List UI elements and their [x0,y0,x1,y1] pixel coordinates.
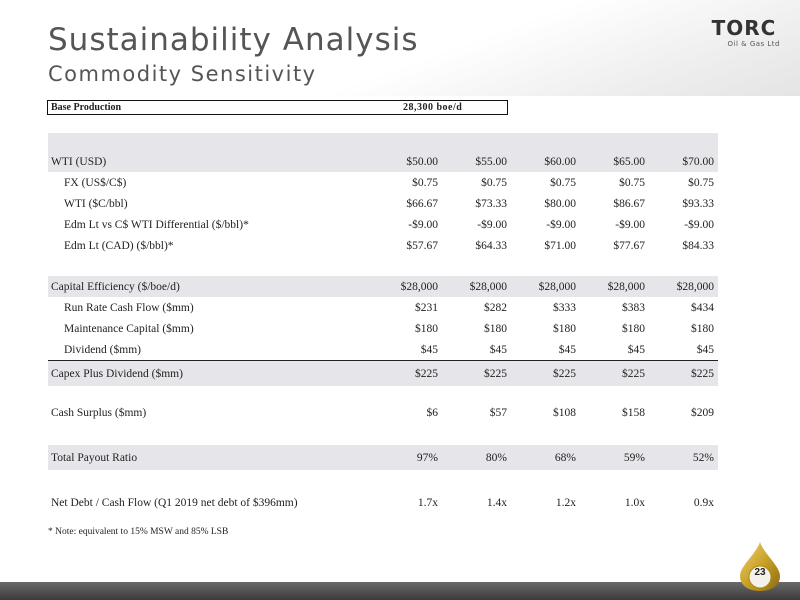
cell-value: $77.67 [613,239,645,252]
cell-value: 59% [580,445,649,470]
cell-value: $180 [691,322,714,335]
row-label: Total Payout Ratio [48,445,373,470]
table-row [48,297,718,318]
table-row [48,445,718,470]
logo-wordmark: TORC [711,16,777,40]
page-subtitle: Commodity Sensitivity [48,62,317,86]
company-logo [708,16,780,52]
page-number: 23 [754,567,766,578]
row-label: Capex Plus Dividend ($mm) [48,361,373,387]
table-row [48,276,718,297]
cell-value: $73.33 [475,197,507,210]
row-label: WTI ($C/bbl) [64,197,128,210]
oil-drop-icon [734,540,786,592]
base-production-value: 28,300 boe/d [403,102,463,113]
row-label: Net Debt / Cash Flow (Q1 2019 net debt of $396mm) [51,496,298,509]
row-label: Run Rate Cash Flow ($mm) [64,301,194,314]
cell-value: $84.33 [682,239,714,252]
table-row [48,490,718,515]
cell-value: $180 [415,322,438,335]
cell-value: $0.75 [481,176,507,189]
base-production-label: Base Production [51,102,122,113]
cell-value: $50.00 [373,151,442,172]
cell-value: 0.9x [693,496,714,509]
table-gap [48,386,718,400]
table-row [48,193,718,214]
cell-value: $225 [580,361,649,387]
table-gap [48,425,718,445]
logo-tagline: Oil & Gas Ltd [727,40,780,48]
cell-value: $225 [442,361,511,387]
footer-bar [0,582,800,600]
cell-value: $57.67 [406,239,438,252]
cell-value: $65.00 [580,151,649,172]
cell-value: $180 [553,322,576,335]
table-gap [48,256,718,276]
cell-value: $70.00 [649,151,718,172]
cell-value: $45 [580,339,649,361]
cell-value: $57 [489,406,507,419]
cell-value: 1.7x [417,496,438,509]
table-row [48,339,718,361]
cell-value: $6 [426,406,438,419]
row-label: Capital Efficiency ($/boe/d) [48,276,373,297]
cell-value: $0.75 [550,176,576,189]
sensitivity-table [48,133,718,515]
table-row [48,361,718,387]
cell-value: $60.00 [511,151,580,172]
page-title: Sustainability Analysis [48,22,419,58]
cell-value: 1.0x [624,496,645,509]
cell-value: -$9.00 [408,218,438,231]
base-production-box [47,100,508,115]
row-label: Edm Lt (CAD) ($/bbl)* [64,239,174,252]
cell-value: $108 [553,406,576,419]
row-label: Dividend ($mm) [48,339,373,361]
row-label: WTI (USD) [48,151,373,172]
cell-value: $231 [415,301,438,314]
cell-value: $225 [373,361,442,387]
cell-value: $86.67 [613,197,645,210]
cell-value: $28,000 [580,276,649,297]
cell-value: $45 [373,339,442,361]
cell-value: 1.4x [486,496,507,509]
table-row [48,172,718,193]
table-row [48,318,718,339]
cell-value: $28,000 [442,276,511,297]
cell-value: $383 [622,301,645,314]
cell-value: $45 [649,339,718,361]
cell-value: $93.33 [682,197,714,210]
cell-value: 80% [442,445,511,470]
cell-value: $282 [484,301,507,314]
row-label: Maintenance Capital ($mm) [64,322,194,335]
table-row [48,214,718,235]
table-row [48,151,718,172]
cell-value: $225 [511,361,580,387]
cell-value: -$9.00 [477,218,507,231]
cell-value: $28,000 [511,276,580,297]
row-label: Cash Surplus ($mm) [51,406,147,419]
cell-value: $180 [622,322,645,335]
cell-value: $158 [622,406,645,419]
table-spacer [48,133,718,151]
cell-value: $333 [553,301,576,314]
cell-value: -$9.00 [546,218,576,231]
row-label: FX (US$/C$) [64,176,127,189]
cell-value: $55.00 [442,151,511,172]
cell-value: $0.75 [412,176,438,189]
cell-value: $45 [442,339,511,361]
cell-value: $209 [691,406,714,419]
cell-value: $0.75 [619,176,645,189]
cell-value: $64.33 [475,239,507,252]
cell-value: $434 [691,301,714,314]
footnote: * Note: equivalent to 15% MSW and 85% LSB [48,527,229,537]
cell-value: $45 [511,339,580,361]
cell-value: -$9.00 [615,218,645,231]
cell-value: -$9.00 [684,218,714,231]
cell-value: $66.67 [406,197,438,210]
cell-value: $0.75 [688,176,714,189]
row-label: Edm Lt vs C$ WTI Differential ($/bbl)* [64,218,249,231]
cell-value: $28,000 [373,276,442,297]
table-row [48,400,718,425]
cell-value: 68% [511,445,580,470]
table-row [48,235,718,256]
cell-value: $28,000 [649,276,718,297]
cell-value: 52% [649,445,718,470]
cell-value: 97% [373,445,442,470]
cell-value: 1.2x [555,496,576,509]
cell-value: $180 [484,322,507,335]
cell-value: $71.00 [544,239,576,252]
cell-value: $80.00 [544,197,576,210]
table-gap [48,470,718,490]
cell-value: $225 [649,361,718,387]
